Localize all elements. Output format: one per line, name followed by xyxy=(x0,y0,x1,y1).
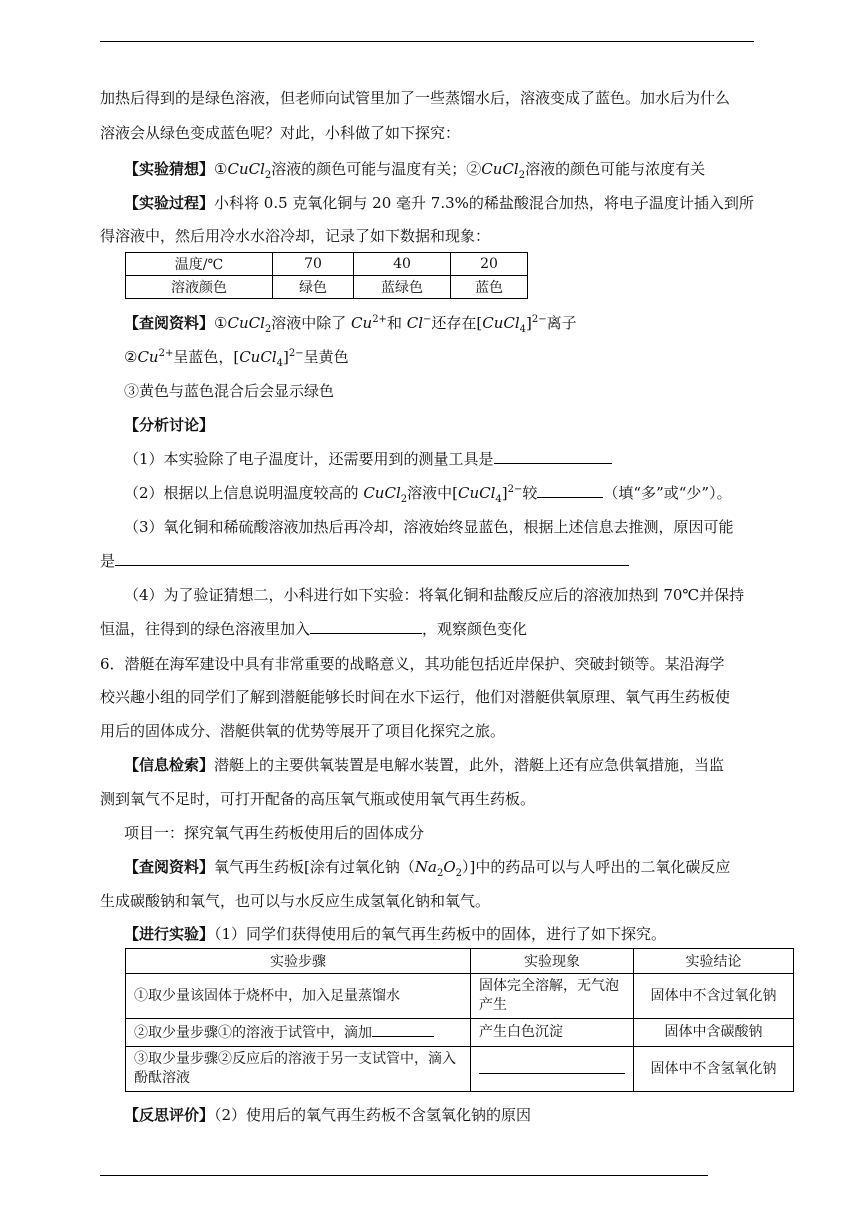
question-2: （2）根据以上信息说明温度较高的 CuCl$_2$溶液中[CuCl$_4$]$^{2-}$较 （填“多”或“少”）。 xyxy=(124,484,732,505)
question-1: （1）本实验除了电子温度计，还需要用到的测量工具是 xyxy=(124,449,612,469)
q6-line-3: 用后的固体成分、潜艇供氧的优势等展开了项目化探究之旅。 xyxy=(100,722,506,740)
answer-blank-1[interactable] xyxy=(494,449,612,464)
temperature-table xyxy=(125,252,528,299)
process-line-1: 【实验过程】小科将 0.5 克氧化铜与 20 毫升 7.3%的稀盐酸混合加热，将电子温度计插入到所 xyxy=(124,194,754,212)
search-line-2: 测到氧气不足时，可打开配备的高压氧气瓶或使用氧气再生药板。 xyxy=(100,790,536,808)
experiment-line: 【进行实验】（1）同学们获得使用后的氧气再生药板中的固体，进行了如下探究。 xyxy=(124,925,667,943)
question-3-line-1: （3）氧化铜和稀硫酸溶液加热后再冷却，溶液始终显蓝色，根据上述信息去推测，原因可能 xyxy=(124,518,734,536)
analysis-title: 【分析讨论】 xyxy=(124,416,215,434)
phenomenon-blank[interactable] xyxy=(479,1059,625,1074)
q6-info-line-1: 【查阅资料】氧气再生药板[涂有过氧化钠$(Na_2O_2)$]中的药品可以与人呼出的二氧化碳反应 xyxy=(124,858,731,879)
question-4-line-2: 恒温，往得到的绿色溶液里加入 ，观察颜色变化 xyxy=(100,620,528,638)
info-line-2: $②Cu^{2+}$呈蓝色，[CuCl$_4$]$^{2-}$呈黄色 xyxy=(124,348,349,369)
question-3-line-2: 是 xyxy=(100,551,629,571)
info-line-3: ③黄色与蓝色混合后会显示绿色 xyxy=(124,382,335,400)
q6-line-1: 6．潜艇在海军建设中具有非常重要的战略意义，其功能包括近岸保护、突破封锁等。某沿海学 xyxy=(100,655,725,673)
table-row: 温度/℃ 70 40 20 xyxy=(126,253,528,276)
intro-line-1: 加热后得到的是绿色溶液，但老师向试管里加了一些蒸馏水后，溶液变成了蓝色。加水后为什么 xyxy=(100,89,731,107)
reagent-blank[interactable] xyxy=(372,1022,434,1037)
experiment-table xyxy=(125,948,794,1092)
question-4-line-1: （4）为了验证猜想二，小科进行如下实验：将氧化铜和盐酸反应后的溶液加热到 70℃并保持 xyxy=(124,586,745,604)
table-row: ①取少量该固体于烧杯中，加入足量蒸馏水 固体完全溶解，无气泡产生 固体中不含过氧化钠 xyxy=(126,974,794,1019)
table-row: ②取少量步骤①的溶液于试管中，滴加 产生白色沉淀 固体中含碳酸钠 xyxy=(126,1019,794,1047)
answer-blank-2[interactable] xyxy=(537,483,603,498)
table-row: 溶液颜色 绿色 蓝绿色 蓝色 xyxy=(126,276,528,299)
reflect-line: 【反思评价】（2）使用后的氧气再生药板不含氢氧化钠的原因 xyxy=(124,1106,532,1124)
search-line-1: 【信息检索】潜艇上的主要供氧装置是电解水装置，此外，潜艇上还有应急供氧措施，当监 xyxy=(124,756,725,774)
header-rule xyxy=(100,41,754,42)
table-row: ③取少量步骤②反应后的溶液于另一支试管中，滴入酚酞溶液 固体中不含氢氧化钠 xyxy=(126,1047,794,1092)
guess-line: 【实验猜想】①CuCl$_2$溶液的颜色可能与温度有关；②CuCl$_2$溶液的颜色可能与浓度有关 xyxy=(124,160,706,181)
info-line-1: 【查阅资料】①CuCl$_2$溶液中除了 $Cu^{2+}$和 Cl−还存在[CuCl$_4$]$^{2-}$离子 xyxy=(124,314,577,335)
q6-info-line-2: 生成碳酸钠和氧气，也可以与水反应生成氢氧化钠和氧气。 xyxy=(100,892,491,910)
project-line: 项目一：探究氧气再生药板使用后的固体成分 xyxy=(124,824,425,842)
answer-blank-3[interactable] xyxy=(115,551,629,566)
answer-blank-4[interactable] xyxy=(310,619,422,634)
q6-line-2: 校兴趣小组的同学们了解到潜艇能够长时间在水下运行，他们对潜艇供氧原理、氧气再生药板使 xyxy=(100,688,731,706)
table-row: 实验步骤 实验现象 实验结论 xyxy=(126,949,794,974)
process-line-2: 得溶液中，然后用冷水水浴冷却，记录了如下数据和现象： xyxy=(100,227,491,245)
footer-rule xyxy=(100,1175,708,1176)
intro-line-2: 溶液会从绿色变成蓝色呢？对此，小科做了如下探究： xyxy=(100,124,461,142)
